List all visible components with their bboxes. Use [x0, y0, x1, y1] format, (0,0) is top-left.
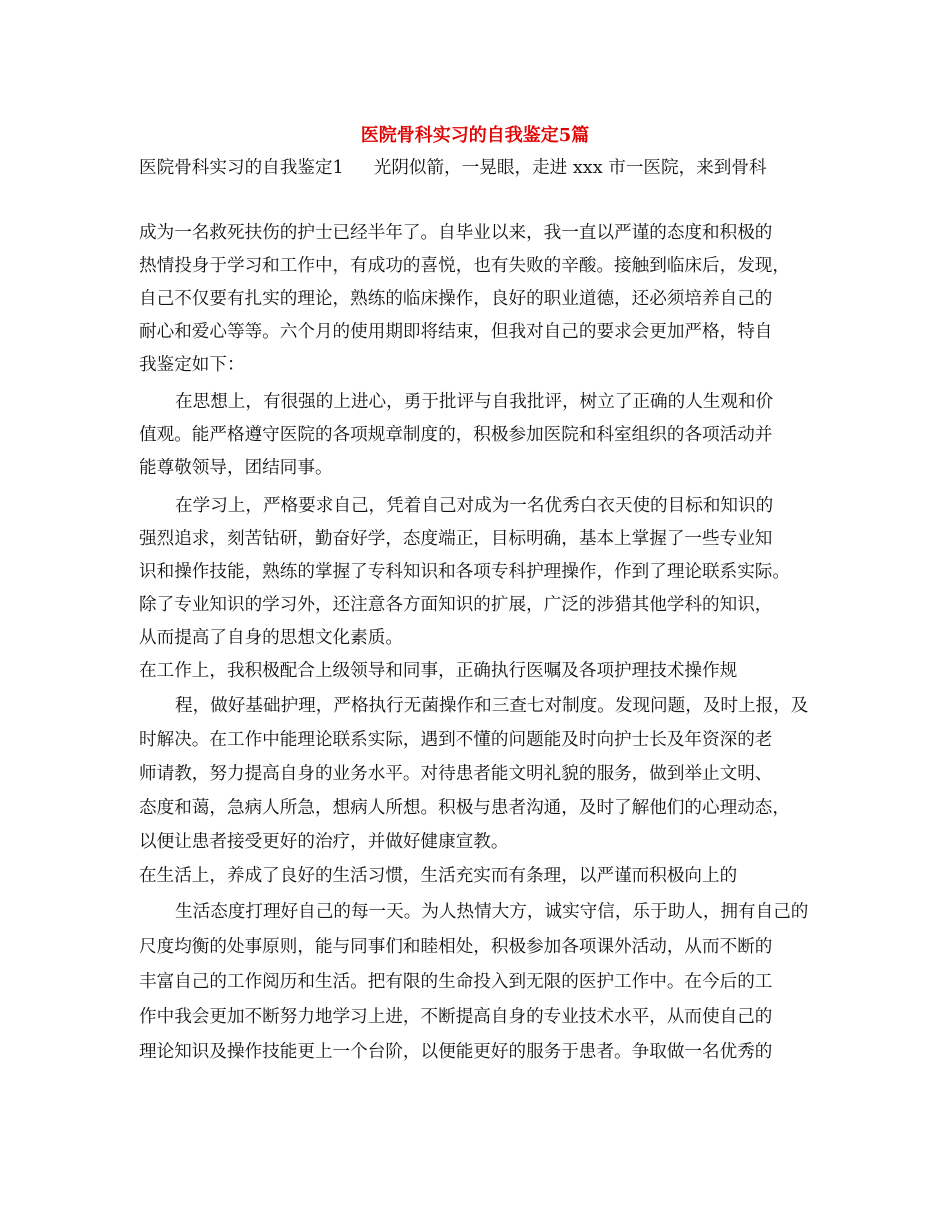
- paragraph-line: 态度和蔼，急病人所急，想病人所想。积极与患者沟通，及时了解他们的心理动态，: [139, 798, 790, 818]
- paragraph-line: 从而提高了自身的思想文化素质。: [139, 628, 403, 648]
- paragraph-line: 成为一名救死扶伤的护士已经半年了。自毕业以来，我一直以严谨的态度和积极的: [139, 223, 773, 243]
- intro-heading: 医院骨科实习的自我鉴定1: [139, 158, 344, 178]
- paragraph-line: 时解决。在工作中能理论联系实际，遇到不懂的问题能及时向护士长及年资深的老: [139, 730, 773, 750]
- paragraph-line: 在学习上，严格要求自己，凭着自己对成为一名优秀白衣天使的目标和知识的: [175, 496, 774, 516]
- paragraph-line: [139, 156, 767, 180]
- paragraph-line: 识和操作技能，熟练的掌握了专科知识和各项专科护理操作，作到了理论联系实际。: [139, 562, 790, 582]
- paragraph-line: 理论知识及操作技能更上一个台阶，以便能更好的服务于患者。争取做一名优秀的: [139, 1042, 773, 1062]
- paragraph-line: 作中我会更加不断努力地学习上进，不断提高自身的专业技术水平，从而使自己的: [139, 1007, 773, 1027]
- paragraph-line: 师请教，努力提高自身的业务水平。对待患者能文明礼貌的服务，做到举止文明、: [139, 764, 773, 784]
- paragraph-line: 我鉴定如下：: [139, 355, 245, 375]
- paragraph-line: 生活态度打理好自己的每一天。为人热情大方，诚实守信，乐于助人，拥有自己的: [175, 902, 809, 922]
- document-title: 医院骨科实习的自我鉴定5篇: [360, 125, 590, 146]
- paragraph-line: 自己不仅要有扎实的理论，熟练的临床操作，良好的职业道德，还必须培养自己的: [139, 289, 773, 309]
- paragraph-line: 在工作上，我积极配合上级领导和同事，正确执行医嘱及各项护理技术操作规: [139, 661, 738, 681]
- intro-line-text: 光阴似箭，一晃眼，走进 xxx 市一医院，来到骨科: [373, 158, 767, 178]
- paragraph-line: 能尊敬领导，团结同事。: [139, 458, 333, 478]
- paragraph-line: 尺度均衡的处事原则，能与同事们和睦相处，积极参加各项课外活动，从而不断的: [139, 937, 773, 957]
- paragraph-line: 除了专业知识的学习外，还注意各方面知识的扩展，广泛的涉猎其他学科的知识，: [139, 595, 773, 615]
- paragraph-line: 在思想上，有很强的上进心，勇于批评与自我批评，树立了正确的人生观和价: [175, 392, 774, 412]
- paragraph-line: 热情投身于学习和工作中，有成功的喜悦，也有失败的辛酸。接触到临床后，发现，: [139, 256, 790, 276]
- paragraph-line: 值观。能严格遵守医院的各项规章制度的，积极参加医院和科室组织的各项活动并: [139, 425, 773, 445]
- paragraph-line: 耐心和爱心等等。六个月的使用期即将结束，但我对自己的要求会更加严格，特自: [139, 322, 773, 342]
- paragraph-line: 强烈追求，刻苦钻研，勤奋好学，态度端正，目标明确，基本上掌握了一些专业知: [139, 529, 773, 549]
- paragraph-line: 以便让患者接受更好的治疗，并做好健康宣教。: [139, 832, 509, 852]
- paragraph-line: 程，做好基础护理，严格执行无菌操作和三查七对制度。发现问题，及时上报，及: [175, 696, 809, 716]
- paragraph-line: 丰富自己的工作阅历和生活。把有限的生命投入到无限的医护工作中。在今后的工: [139, 972, 773, 992]
- paragraph-line: 在生活上，养成了良好的生活习惯，生活充实而有条理，以严谨而积极向上的: [139, 866, 738, 886]
